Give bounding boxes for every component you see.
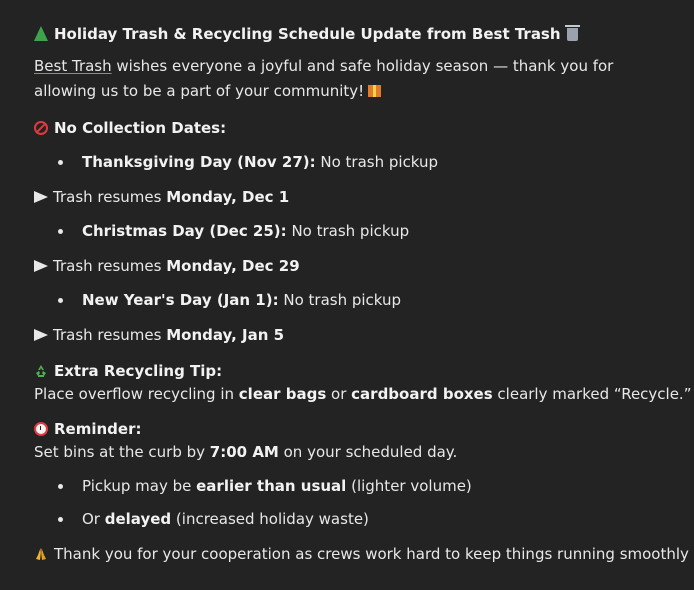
- arrow-right-icon: [34, 191, 48, 203]
- recycling-tip-text: Place overflow recycling in clear bags or cardboard boxes clearly marked “Recycle.”: [34, 385, 692, 403]
- wastebasket-icon: [567, 28, 578, 41]
- gift-icon: [368, 85, 381, 97]
- arrow-right-icon: [34, 329, 48, 341]
- resume-line: Trash resumes Monday, Dec 29: [34, 256, 300, 276]
- resume-line: Trash resumes Monday, Jan 5: [34, 325, 284, 345]
- bullet-dot: [58, 229, 63, 234]
- arrow-right-icon: [34, 260, 48, 272]
- closing-line: Thank you for your cooperation as crews work hard to keep things running smoothly: [34, 544, 689, 564]
- bullet-dot: [58, 484, 63, 489]
- intro-paragraph: [34, 54, 659, 104]
- best-trash-link[interactable]: Best Trash: [34, 57, 112, 75]
- intro-text: wishes everyone a joyful and safe holiday season — thank you for allowing us to be a part of your community!: [34, 57, 614, 100]
- no-entry-icon: [34, 121, 48, 135]
- reminder-heading: Reminder:: [34, 419, 141, 439]
- title-line: [34, 24, 578, 44]
- bullet-dot: [58, 298, 63, 303]
- alarm-clock-icon: [34, 422, 48, 436]
- christmas-tree-icon: [34, 26, 48, 41]
- folded-hands-icon: [34, 547, 48, 561]
- recycle-icon: [34, 364, 48, 378]
- list-item: New Year's Day (Jan 1): No trash pickup: [82, 291, 402, 309]
- bullet-dot: [58, 160, 63, 165]
- list-item: Pickup may be earlier than usual (lighter volume): [82, 477, 472, 495]
- resume-line: Trash resumes Monday, Dec 1: [34, 187, 289, 207]
- bullet-dot: [58, 517, 63, 522]
- list-item: Or delayed (increased holiday waste): [82, 510, 369, 528]
- no-collection-heading: No Collection Dates:: [34, 118, 226, 138]
- list-item: Thanksgiving Day (Nov 27): No trash pickup: [82, 153, 439, 171]
- page-title: Holiday Trash & Recycling Schedule Update from Best Trash: [54, 25, 561, 43]
- recycling-tip-heading: Extra Recycling Tip:: [34, 361, 222, 381]
- reminder-text: Set bins at the curb by 7:00 AM on your scheduled day.: [34, 443, 458, 461]
- list-item: Christmas Day (Dec 25): No trash pickup: [82, 222, 410, 240]
